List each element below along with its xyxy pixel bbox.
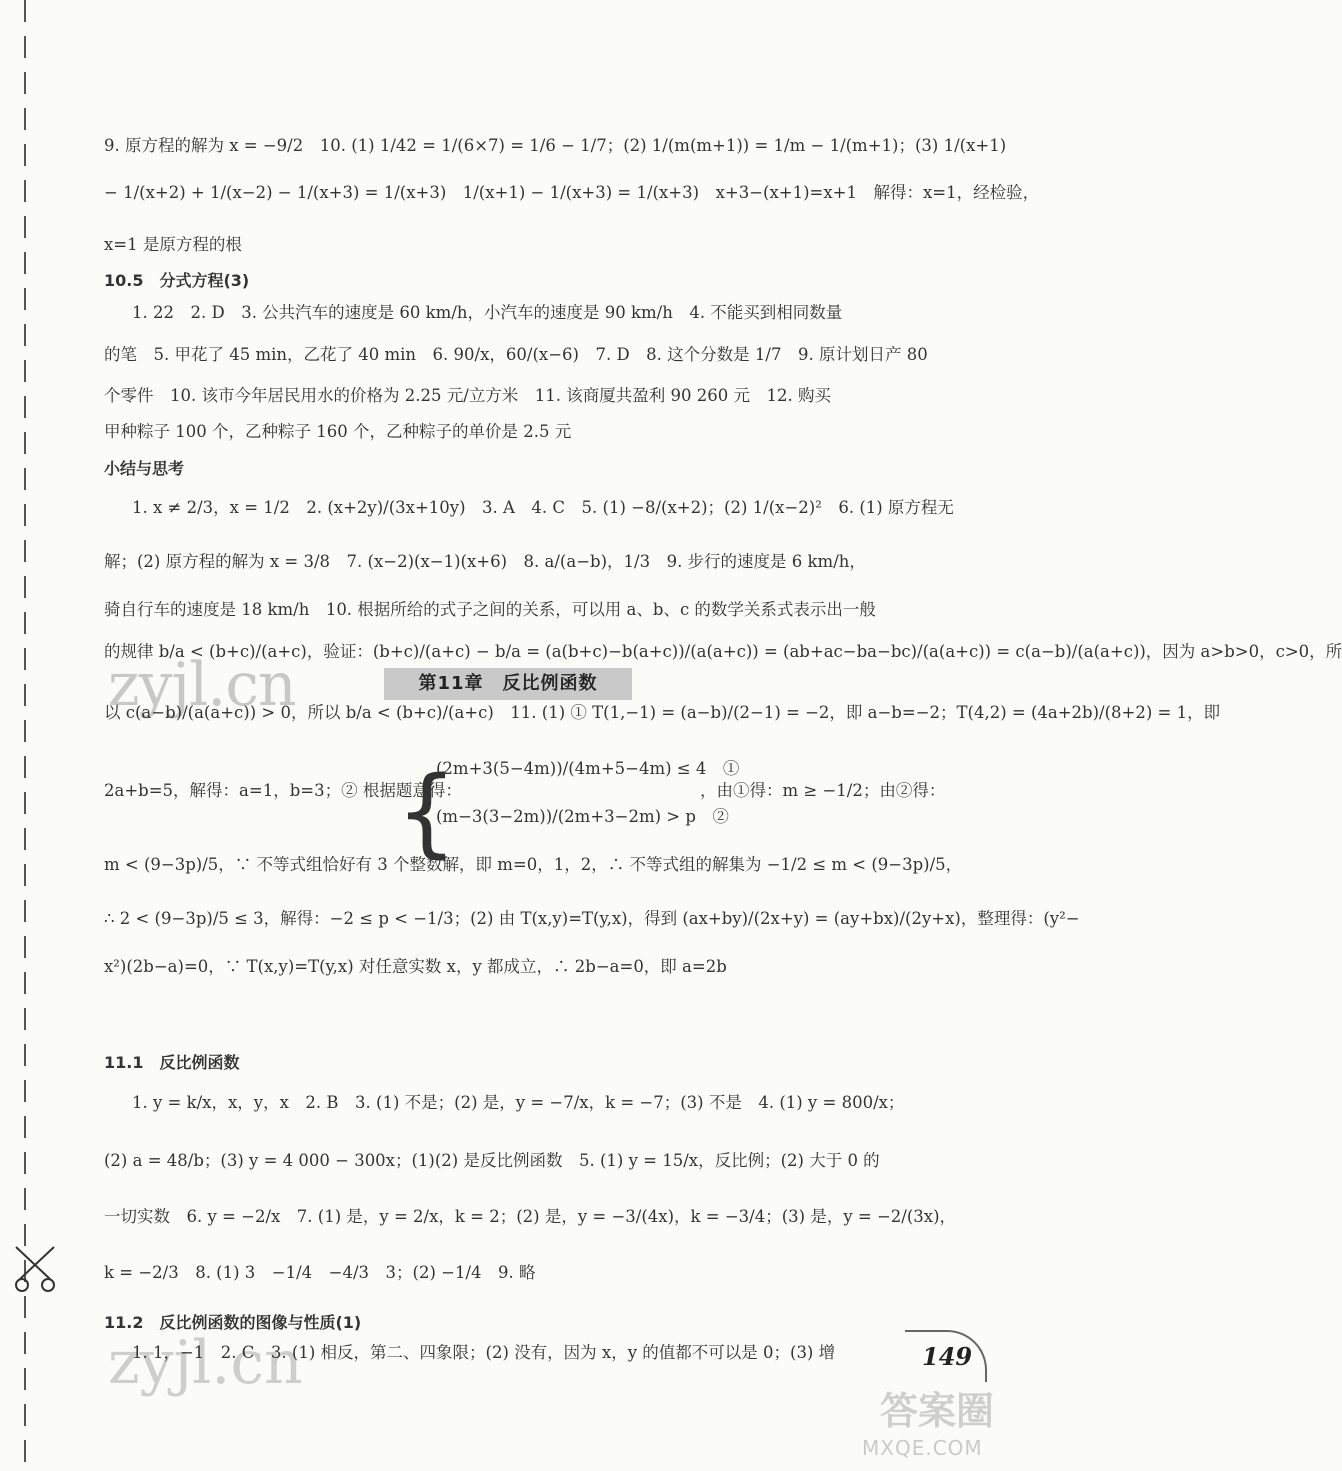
answer-line: 2a+b=5，解得：a=1，b=3；② 根据题意得： [104, 781, 462, 800]
answer-line: 的笔 5. 甲花了 45 min，乙花了 40 min 6. 90/x，60/(x−6) 7. D 8. 这个分数是 1/7 9. 原计划日产 80 [104, 345, 928, 364]
inequality-2: (m−3(3−2m))/(2m+3−2m) > p ② [436, 807, 729, 826]
answer-line: 1. 22 2. D 3. 公共汽车的速度是 60 km/h，小汽车的速度是 90 km/h 4. 不能买到相同数量 [132, 303, 843, 322]
section-heading-10-5: 10.5 分式方程(3) [104, 271, 250, 290]
answer-line: ，由①得：m ≥ −1/2；由②得： [700, 781, 946, 800]
answer-line: − 1/(x+2) + 1/(x−2) − 1/(x+3) = 1/(x+3) 1/(x+1) − 1/(x+3) = 1/(x+3) x+3−(x+1)=x+1 解得：x=1，经检验， [104, 183, 1040, 202]
watermark-mxqe: MXQE.COM [862, 1436, 983, 1460]
answer-line: 个零件 10. 该市今年居民用水的价格为 2.25 元/立方米 11. 该商厦共盈利 90 260 元 12. 购买 [104, 386, 831, 405]
inequality-1: (2m+3(5−4m))/(4m+5−4m) ≤ 4 ① [436, 759, 740, 778]
answer-line: 以 c(a−b)/(a(a+c)) > 0，所以 b/a < (b+c)/(a+c) 11. (1) ① T(1,−1) = (a−b)/(2−1) = −2，即 a−b=−2；T(4,2) = (4a+2b)/(8+2) = 1，即 [104, 703, 1221, 722]
scissors-icon [12, 1245, 58, 1293]
answer-line: m < (9−3p)/5，∵ 不等式组恰好有 3 个整数解，即 m=0，1，2，∴ 不等式组的解集为 −1/2 ≤ m < (9−3p)/5， [104, 855, 963, 874]
answer-line: (2) a = 48/b；(3) y = 4 000 − 300x；(1)(2) 是反比例函数 5. (1) y = 15/x，反比例；(2) 大于 0 的 [104, 1151, 880, 1170]
page-number: 149 [922, 1342, 973, 1371]
answer-line: 一切实数 6. y = −2/x 7. (1) 是，y = 2/x，k = 2；(2) 是，y = −3/(4x)，k = −3/4；(3) 是，y = −2/(3x)， [104, 1207, 957, 1226]
section-heading-summary: 小结与思考 [104, 459, 185, 478]
answer-line: 1. y = k/x，x，y，x 2. B 3. (1) 不是；(2) 是，y = −7/x，k = −7；(3) 不是 4. (1) y = 800/x； [132, 1093, 905, 1112]
answer-line: 骑自行车的速度是 18 km/h 10. 根据所给的式子之间的关系，可以用 a、b、c 的数学关系式表示出一般 [104, 600, 876, 619]
answer-line: 1. x ≠ 2/3，x = 1/2 2. (x+2y)/(3x+10y) 3. A 4. C 5. (1) −8/(x+2)；(2) 1/(x−2)² 6. (1) 原方程无 [132, 498, 954, 517]
answer-line: 的规律 b/a < (b+c)/(a+c)，验证：(b+c)/(a+c) − b/a = (a(b+c)−b(a+c))/(a(a+c)) = (ab+ac−ba−bc)/(a(a+c)) = c(a−b)/(a(a+c))，因为 a>b>0，c>0，所 [104, 642, 1342, 661]
section-heading-11-1: 11.1 反比例函数 [104, 1053, 240, 1072]
section-heading-11-2: 11.2 反比例函数的图像与性质(1) [104, 1313, 362, 1332]
watermark-daanquan: 答案圈 [880, 1389, 995, 1433]
answer-line: x=1 是原方程的根 [104, 235, 242, 254]
system-brace-icon: { [396, 756, 458, 868]
watermark-zyjl-top: zyjl.cn [108, 650, 296, 720]
answer-line: x²)(2b−a)=0，∵ T(x,y)=T(y,x) 对任意实数 x，y 都成立，∴ 2b−a=0，即 a=2b [104, 957, 727, 976]
watermark-zyjl-bottom: zyjl.cn [108, 1328, 303, 1398]
answer-line: 甲种粽子 100 个，乙种粽子 160 个，乙种粽子的单价是 2.5 元 [104, 422, 572, 441]
answer-line: 解；(2) 原方程的解为 x = 3/8 7. (x−2)(x−1)(x+6) 8. a/(a−b)，1/3 9. 步行的速度是 6 km/h， [104, 552, 866, 571]
chapter-heading: 第11章 反比例函数 [384, 668, 632, 700]
answer-line: 9. 原方程的解为 x = −9/2 10. (1) 1/42 = 1/(6×7) = 1/6 − 1/7；(2) 1/(m(m+1)) = 1/m − 1/(m+1)；(3) 1/(x+1) [104, 136, 1007, 155]
answer-line: k = −2/3 8. (1) 3 −1/4 −4/3 3；(2) −1/4 9. 略 [104, 1263, 536, 1282]
answer-line: ∴ 2 < (9−3p)/5 ≤ 3，解得：−2 ≤ p < −1/3；(2) 由 T(x,y)=T(y,x)，得到 (ax+by)/(2x+y) = (ay+bx)/(2y+x)，整理得：(y²− [104, 909, 1080, 928]
answer-line: 1. 1，−1 2. C 3. (1) 相反，第二、四象限；(2) 没有，因为 x，y 的值都不可以是 0；(3) 增 [132, 1343, 836, 1362]
